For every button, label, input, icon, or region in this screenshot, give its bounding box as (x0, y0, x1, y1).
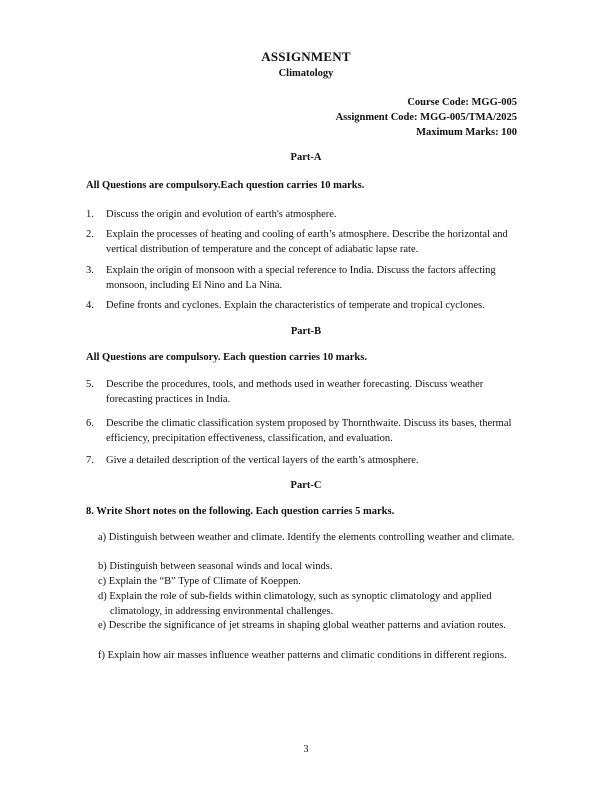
question-text: Discuss the origin and evolution of earth's atmosphere. (106, 209, 337, 220)
short-note-b: b) Distinguish between seasonal winds and local winds. (98, 561, 333, 572)
question-number: 4. (86, 300, 94, 311)
part-a-instruction: All Questions are compulsory.Each question carries 10 marks. (86, 180, 365, 191)
question-text: Define fronts and cyclones. Explain the characteristics of temperate and tropical cyclones. (106, 300, 485, 311)
short-note-c: c) Explain the “B” Type of Climate of Koeppen. (98, 576, 301, 587)
question-5 (86, 377, 526, 407)
question-number: 6. (86, 418, 94, 429)
part-c-instruction: 8. Write Short notes on the following. Each question carries 5 marks. (86, 506, 395, 517)
document-title: ASSIGNMENT (261, 49, 351, 64)
short-note-d: d) Explain the role of sub-fields within climatology, such as synoptic climatology and applied climatology, in addressing environmental challenges. (98, 591, 492, 617)
question-4 (86, 298, 526, 313)
question-2 (86, 227, 526, 257)
part-b-instruction: All Questions are compulsory. Each question carries 10 marks. (86, 352, 367, 363)
document-subtitle: Climatology (278, 68, 334, 79)
question-number: 7. (86, 455, 94, 466)
part-b-heading: Part-B (290, 326, 322, 337)
short-note-f: f) Explain how air masses influence weather patterns and climatic conditions in different regions. (98, 650, 507, 661)
question-text: Explain the origin of monsoon with a special reference to India. Discuss the factors affecting monsoon, including El Nino and La Nina. (106, 265, 496, 291)
page-number: 3 (303, 744, 309, 755)
question-text: Describe the procedures, tools, and methods used in weather forecasting. Discuss weather forecasting practices in India. (106, 379, 484, 405)
question-6 (86, 416, 526, 446)
question-1 (86, 207, 526, 222)
question-text: Describe the climatic classification system proposed by Thornthwaite. Discuss its bases, thermal efficiency, precipitation effectiveness, classification, and evaluation. (106, 418, 512, 444)
short-note-e: e) Describe the significance of jet streams in shaping global weather patterns and aviation routes. (98, 620, 506, 631)
part-a-heading: Part-A (290, 152, 322, 163)
question-number: 3. (86, 265, 94, 276)
question-3 (86, 263, 526, 293)
question-7 (86, 453, 526, 468)
question-number: 1. (86, 209, 94, 220)
course-code: Course Code: MGG-005 (407, 97, 517, 108)
part-c-heading: Part-C (290, 480, 322, 491)
question-number: 2. (86, 229, 94, 240)
question-number: 5. (86, 379, 94, 390)
short-note-a: a) Distinguish between weather and climate. Identify the elements controlling weather and climate. (98, 532, 515, 543)
maximum-marks: Maximum Marks: 100 (416, 127, 517, 138)
question-text: Explain the processes of heating and cooling of earth’s atmosphere. Describe the horizontal and vertical distribution of temperature and the concept of adiabatic lapse rate. (106, 229, 508, 255)
question-text: Give a detailed description of the vertical layers of the earth’s atmosphere. (106, 455, 419, 466)
assignment-code: Assignment Code: MGG-005/TMA/2025 (335, 112, 517, 123)
